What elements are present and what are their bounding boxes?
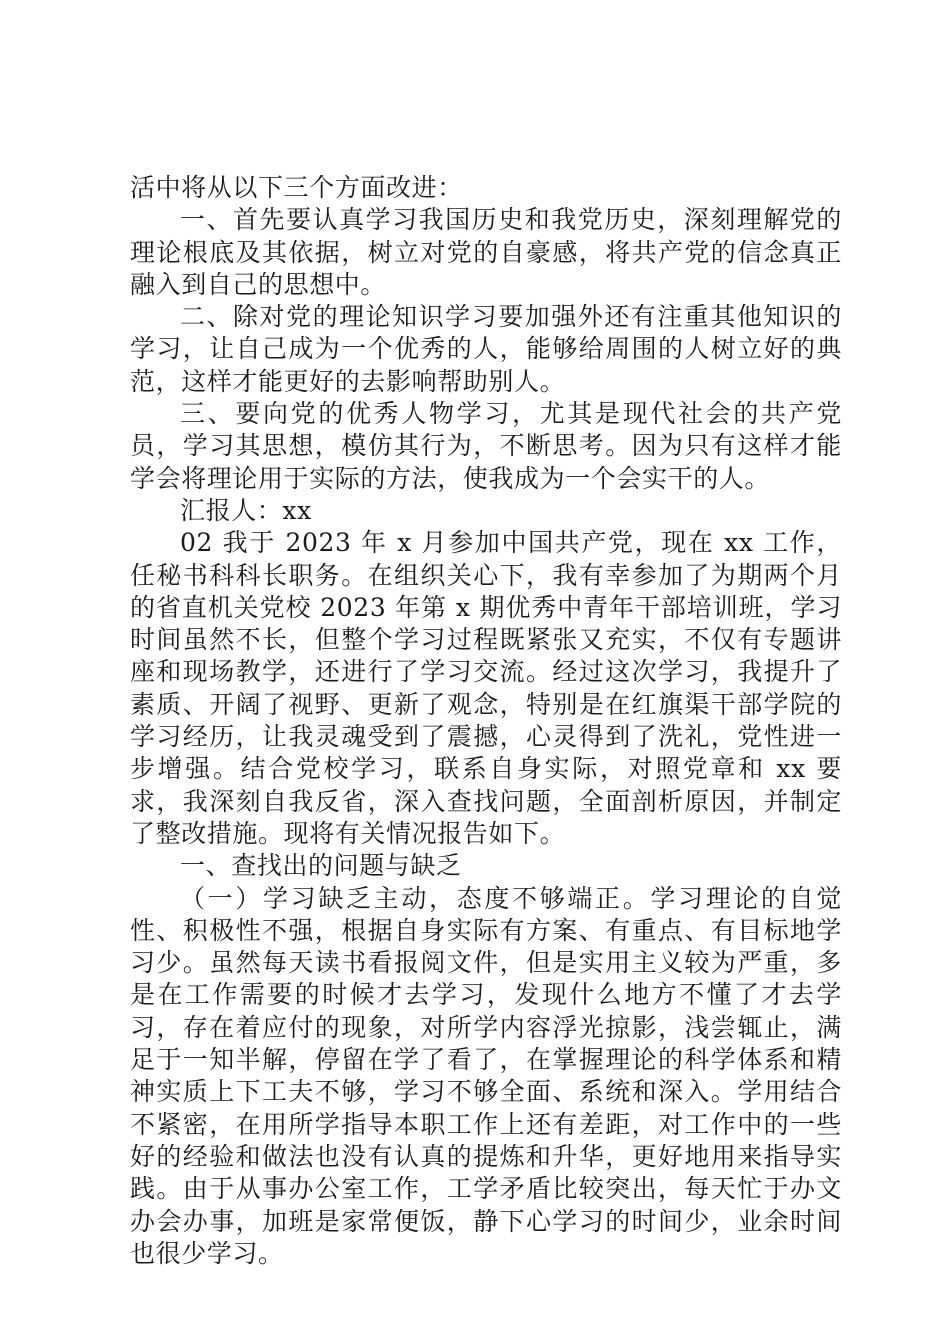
paragraph-continuation: 活中将从以下三个方面改进：: [130, 173, 463, 202]
paragraph-report-intro: 02 我于 2023 年 x 月参加中国共产党，现在 xx 工作，任秘书科科长职务。在组织关心下，我有幸参加了为期两个月的省直机关党校 2023 年第 x 期优秀中青年干部培训班，学习时间虽然不长，但整个学习过程既紧张又充实，不仅有专题讲座和现场教学，还进行了学习交流。经过这次学习，我提升了素质、开阔了视野、更新了观念，特别是在红旗渠干部学院的学习经历，让我灵魂受到了震撼，心灵得到了洗礼，党性进一步增强。结合党校学习，联系自身实际，对照党章和 xx 要求，我深刻自我反省，深入查找问题，全面剖析原因，并制定了整改措施。现将有关情况报告如下。: [130, 528, 842, 848]
paragraph-improvement-3: 三、要向党的优秀人物学习，尤其是现代社会的共产党员，学习其思想，模仿其行为，不断思考。因为只有这样才能学会将理论用于实际的方法，使我成为一个会实干的人。: [130, 399, 842, 493]
paragraph-improvement-1: 一、首先要认真学习我国历史和我党历史，深刻理解党的理论根底及其依据，树立对党的自豪感，将共产党的信念真正融入到自己的思想中。: [130, 205, 842, 299]
paragraph-problem-1: （一）学习缺乏主动，态度不够端正。学习理论的自觉性、积极性不强，根据自身实际有方案、有重点、有目标地学习少。虽然每天读书看报阅文件，但是实用主义较为严重，多是在工作需要的时候才去学习，发现什么地方不懂了才去学习，存在着应付的现象，对所学内容浮光掠影，浅尝辄止，满足于一知半解，停留在学了看了，在掌握理论的科学体系和精神实质上下工夫不够，学习不够全面、系统和深入。学用结合不紧密，在用所学指导本职工作上还有差距，对工作中的一些好的经验和做法也没有认真的提炼和升华，更好地用来指导实践。由于从事办公室工作，工学矛盾比较突出，每天忙于办文办会办事，加班是家常便饭，静下心学习的时间少，业余时间也很少学习。: [130, 883, 842, 1268]
reporter-signature: 汇报人：xx: [180, 495, 312, 525]
paragraph-improvement-2: 二、除对党的理论知识学习要加强外还有注重其他知识的学习，让自己成为一个优秀的人，能够给周围的人树立好的典范，这样才能更好的去影响帮助别人。: [130, 302, 842, 396]
document-body: [130, 172, 842, 1270]
section-heading: 一、查找出的问题与缺乏: [180, 851, 462, 881]
